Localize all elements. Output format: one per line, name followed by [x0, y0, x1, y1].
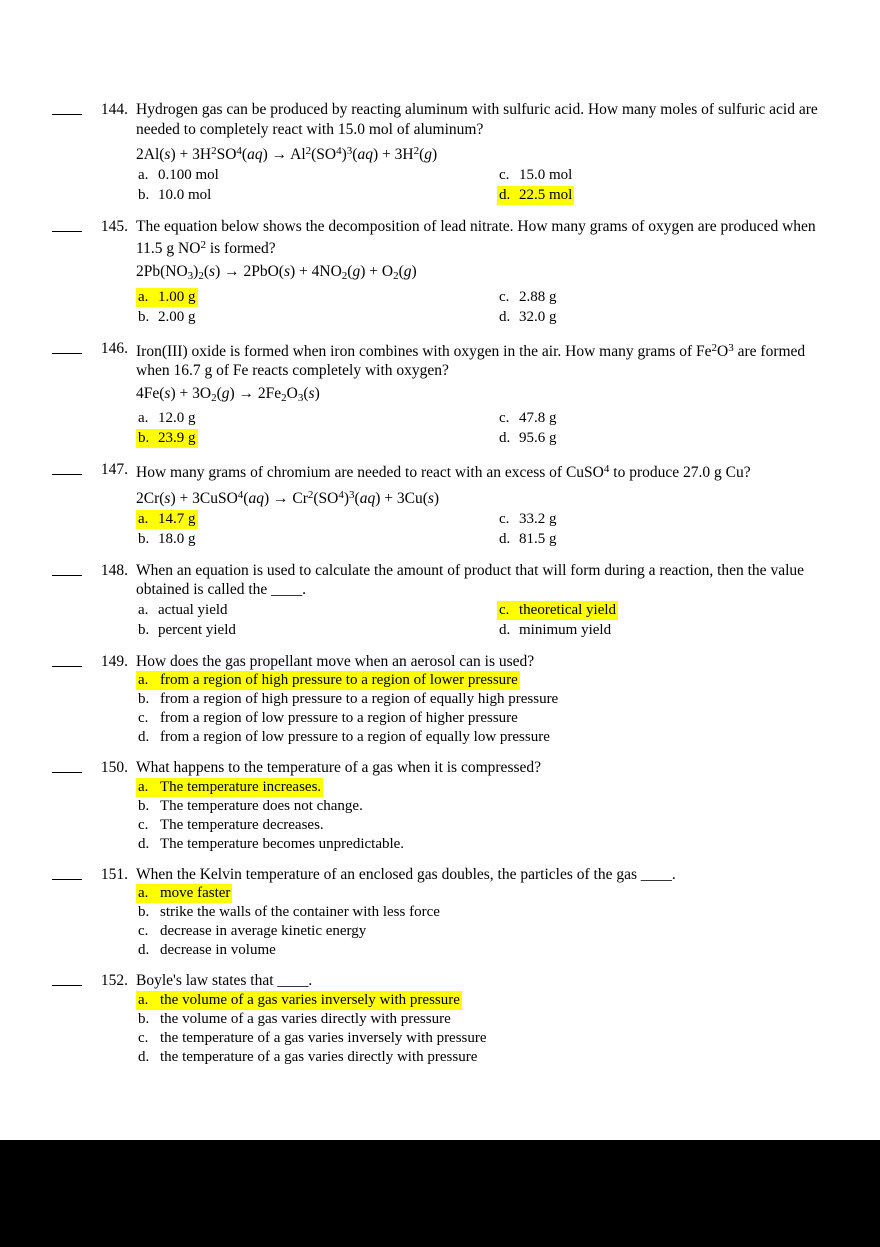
choice-text: 15.0 mol	[519, 166, 573, 183]
choice-b[interactable]	[136, 621, 489, 640]
choice-text: 0.100 mol	[158, 166, 219, 183]
choice-list	[136, 778, 842, 854]
choice-a[interactable]	[136, 778, 842, 797]
question-stem: The equation below shows the decomposition of lead nitrate. How many grams of oxygen are produced when 11.5 g $NO^2$ is formed?	[136, 217, 816, 258]
choice-letter: b.	[138, 1010, 150, 1027]
choice-text: 81.5 g	[519, 530, 557, 547]
choice-letter: c.	[499, 288, 510, 305]
choice-grid	[136, 510, 842, 550]
answer-blank[interactable]	[52, 758, 90, 779]
choice-a[interactable]	[136, 166, 489, 185]
choice-c[interactable]	[136, 709, 842, 728]
choice-text-highlighted: the volume of a gas varies inversely with pressure	[160, 991, 460, 1008]
question-number: 146.	[100, 339, 128, 357]
choice-a[interactable]	[136, 671, 842, 690]
choice-letter: d.	[499, 530, 511, 547]
choice-letter: a.	[136, 671, 160, 690]
choice-text: The temperature does not change.	[160, 797, 363, 814]
choice-a[interactable]	[136, 991, 842, 1010]
choice-text: the temperature of a gas varies directly with pressure	[160, 1048, 478, 1065]
choice-letter: a.	[138, 601, 149, 618]
answer-blank[interactable]	[52, 100, 90, 121]
choice-letter: b.	[138, 621, 150, 638]
choice-letter: c.	[138, 923, 149, 940]
question-stem: How does the gas propellant move when an aerosol can is used?	[136, 652, 535, 670]
question-item	[52, 561, 842, 641]
choice-b[interactable]	[136, 797, 842, 816]
choice-c[interactable]	[497, 409, 842, 428]
question-number: 151.	[100, 865, 128, 883]
choice-letter: a.	[136, 510, 158, 529]
choice-text: minimum yield	[519, 621, 612, 638]
choice-c[interactable]	[136, 922, 842, 941]
choice-b[interactable]	[136, 429, 489, 448]
choice-text: 47.8 g	[519, 410, 557, 427]
choice-letter: b.	[138, 186, 150, 203]
choice-b[interactable]	[136, 186, 489, 205]
choice-text: decrease in average kinetic energy	[160, 923, 367, 940]
choice-text: The temperature becomes unpredictable.	[160, 835, 405, 852]
question-stem: How many grams of chromium are needed to react with an excess of CuSO$^4$ to produce 27.0 g Cu?	[136, 463, 751, 482]
question-item	[52, 971, 842, 1067]
choice-text: 33.2 g	[519, 510, 557, 527]
answer-blank[interactable]	[52, 217, 90, 238]
choice-list	[136, 884, 842, 960]
choice-letter: c.	[499, 410, 510, 427]
choice-letter: b.	[138, 904, 150, 921]
choice-letter: b.	[136, 429, 158, 448]
choice-c[interactable]	[136, 1029, 842, 1048]
choice-letter: a.	[136, 884, 160, 903]
choice-text: actual yield	[158, 601, 228, 618]
answer-blank[interactable]	[52, 561, 90, 582]
choice-grid	[136, 601, 842, 641]
choice-letter: d.	[499, 621, 511, 638]
question-stem: When the Kelvin temperature of an enclosed gas doubles, the particles of the gas ____.	[136, 865, 676, 883]
choice-d[interactable]	[497, 186, 842, 205]
choice-d[interactable]	[497, 429, 842, 448]
choice-text: decrease in volume	[160, 942, 276, 959]
choice-b[interactable]	[136, 530, 489, 549]
page-bottom-bar	[0, 1140, 880, 1247]
choice-letter: c.	[138, 816, 149, 833]
choice-letter: d.	[138, 835, 150, 852]
choice-c[interactable]	[497, 166, 842, 185]
choice-d[interactable]	[136, 835, 842, 854]
choice-a[interactable]	[136, 601, 489, 620]
question-number: 149.	[100, 652, 128, 670]
choice-text: 32.0 g	[519, 308, 557, 325]
choice-text: from a region of high pressure to a region of equally high pressure	[160, 691, 559, 708]
choice-d[interactable]	[497, 530, 842, 549]
question-number: 152.	[100, 972, 128, 990]
question-number: 147.	[100, 461, 128, 479]
choice-text: strike the walls of the container with less force	[160, 904, 440, 921]
answer-blank[interactable]	[52, 460, 90, 481]
choice-letter: a.	[136, 778, 160, 797]
question-item	[52, 339, 842, 450]
choice-d[interactable]	[497, 621, 842, 640]
choice-text: the volume of a gas varies directly with pressure	[160, 1010, 451, 1027]
choice-letter: a.	[138, 166, 149, 183]
choice-text: 18.0 g	[158, 530, 196, 547]
choice-letter: c.	[499, 510, 510, 527]
question-item	[52, 100, 842, 206]
question-equation: 2Cr(s) + 3CuSO$^4$(aq) → $Cr^2(SO^4)^3(aq) + 3Cu(s)$	[136, 488, 440, 507]
question-item	[52, 758, 842, 854]
question-equation: $2Pb(NO_3)_2(s) \to 2PbO(s) + 4NO_2(g) + O_2(g)$	[136, 262, 417, 282]
choice-text: from a region of low pressure to a region of higher pressure	[160, 710, 518, 727]
question-number: 144.	[100, 101, 128, 118]
choice-a[interactable]	[136, 409, 489, 428]
question-number: 148.	[100, 561, 128, 579]
choice-text: 12.0 g	[158, 410, 196, 427]
question-stem: When an equation is used to calculate the amount of product that will form during a reaction, then the value obtained is called the ____.	[136, 561, 805, 599]
question-stem: Hydrogen gas can be produced by reacting aluminum with sulfuric acid. How many moles of sulfuric acid are needed to completely react with 15.0 mol of aluminum?	[136, 101, 818, 138]
choice-list	[136, 991, 842, 1067]
answer-blank[interactable]	[52, 865, 90, 886]
choice-text-highlighted: from a region of high pressure to a region of lower pressure	[160, 672, 518, 689]
choice-letter: c.	[138, 1029, 149, 1046]
choice-c[interactable]	[497, 288, 842, 307]
choice-d[interactable]	[497, 308, 842, 327]
choice-grid	[136, 166, 842, 206]
question-equation: $2Al(s) + 3H^2SO^4(aq) \to Al^2(SO^4)^3(aq) + 3H^2(g)$	[136, 145, 438, 163]
choice-letter: b.	[138, 691, 150, 708]
choice-text-highlighted: 22.5 mol	[519, 186, 573, 203]
choice-a[interactable]	[136, 510, 489, 529]
choice-text: the temperature of a gas varies inversely with pressure	[160, 1029, 487, 1046]
choice-letter: d.	[499, 430, 511, 447]
choice-text-highlighted: 14.7 g	[158, 510, 196, 527]
choice-c[interactable]	[497, 601, 842, 620]
question-equation: $4Fe(s) + 3O_2(g) \to 2Fe_2O_3(s)$	[136, 384, 320, 404]
question-stem: What happens to the temperature of a gas when it is compressed?	[136, 759, 542, 777]
question-item	[52, 460, 842, 549]
choice-letter: a.	[136, 288, 158, 307]
choice-letter: a.	[136, 991, 160, 1010]
question-stem: Iron(III) oxide is formed when iron combines with oxygen in the air. How many grams of $Fe^2O^3$ are formed when 16.7 g of Fe reacts completely with oxygen?	[136, 341, 806, 380]
choice-letter: d.	[497, 186, 519, 205]
choice-text-highlighted: The temperature increases.	[160, 778, 322, 795]
choice-a[interactable]	[136, 884, 842, 903]
question-list	[52, 100, 842, 1078]
choice-text: 2.88 g	[519, 288, 557, 305]
answer-blank[interactable]	[52, 971, 90, 992]
choice-c[interactable]	[136, 816, 842, 835]
question-stem: Boyle's law states that ____.	[136, 972, 313, 990]
choice-text: from a region of low pressure to a region of equally low pressure	[160, 729, 550, 746]
choice-letter: d.	[138, 729, 150, 746]
choice-letter: c.	[499, 166, 510, 183]
choice-a[interactable]	[136, 288, 489, 307]
question-item	[52, 652, 842, 748]
choice-b[interactable]	[136, 690, 842, 709]
choice-list	[136, 671, 842, 747]
answer-blank[interactable]	[52, 652, 90, 673]
choice-text: percent yield	[158, 621, 236, 638]
choice-text: 10.0 mol	[158, 186, 212, 203]
choice-letter: d.	[138, 942, 150, 959]
choice-d[interactable]	[136, 941, 842, 960]
choice-letter: d.	[138, 1048, 150, 1065]
choice-text-highlighted: 1.00 g	[158, 288, 196, 305]
choice-c[interactable]	[497, 510, 842, 529]
choice-text-highlighted: theoretical yield	[519, 601, 617, 618]
choice-b[interactable]	[136, 1010, 842, 1029]
choice-text: 95.6 g	[519, 430, 557, 447]
choice-d[interactable]	[136, 1048, 842, 1067]
choice-b[interactable]	[136, 308, 489, 327]
choice-letter: b.	[138, 308, 150, 325]
choice-d[interactable]	[136, 728, 842, 747]
choice-letter: b.	[138, 530, 150, 547]
choice-text: 2.00 g	[158, 308, 196, 325]
choice-text-highlighted: 23.9 g	[158, 430, 196, 447]
choice-letter: c.	[138, 710, 149, 727]
choice-letter: c.	[497, 601, 519, 620]
choice-grid	[136, 409, 842, 449]
choice-text: The temperature decreases.	[160, 816, 324, 833]
answer-blank[interactable]	[52, 339, 90, 360]
choice-letter: a.	[138, 410, 149, 427]
question-item	[52, 865, 842, 961]
choice-b[interactable]	[136, 903, 842, 922]
choice-letter: d.	[499, 308, 511, 325]
choice-letter: b.	[138, 797, 150, 814]
choice-grid	[136, 288, 842, 328]
question-number: 150.	[100, 759, 128, 777]
question-item	[52, 217, 842, 328]
question-number: 145.	[100, 217, 128, 235]
choice-text-highlighted: move faster	[160, 885, 231, 902]
